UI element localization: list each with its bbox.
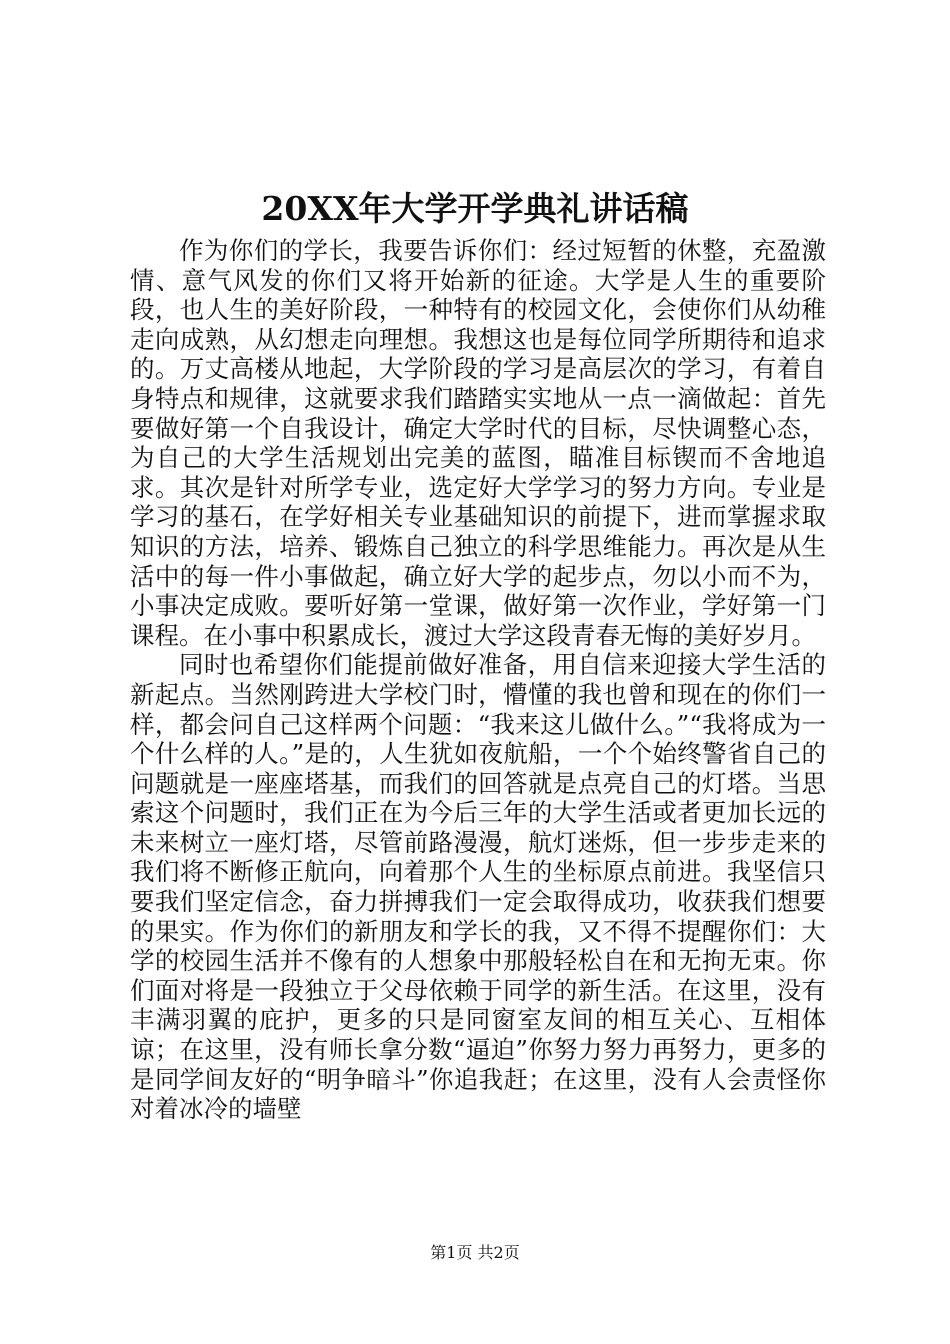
paragraph-2: 同时也希望你们能提前做好准备，用自信来迎接大学生活的新起点。当然刚跨进大学校门时，懵懂的我也曾和现在的你们一样，都会问自己这样两个问题：“我来这儿做什么。”“我将成为一个什么样的人。”是的，人生犹如夜航船，一个个始终警省自己的问题就是一座座塔基，而我们的回答就是点亮自己的灯塔。当思索这个问题时，我们正在为今后三年的大学生活或者更加长远的未来树立一座灯塔，尽管前路漫漫，航灯迷烁，但一步步走来的我们将不断修正航向，向着那个人生的坐标原点前进。我坚信只要我们坚定信念，奋力拼搏我们一定会取得成功，收获我们想要的果实。作为你们的新朋友和学长的我，又不得不提醒你们：大学的校园生活并不像有的人想象中那般轻松自在和无拘无束。你们面对将是一段独立于父母依赖于同学的新生活。在这里，没有丰满羽翼的庇护，更多的只是同窗室友间的相互关心、互相体谅；在这里，没有师长拿分数“逼迫”你努力努力再努力，更多的是同学间友好的“明争暗斗”你追我赶；在这里，没有人会责怪你对着冰冷的墙壁: [130, 650, 826, 1124]
paragraph-1: 作为你们的学长，我要告诉你们：经过短暂的休整，充盈激情、意气风发的你们又将开始新的征途。大学是人生的重要阶段，也人生的美好阶段，一种特有的校园文化，会使你们从幼稚走向成熟，从幻想走向理想。我想这也是每位同学所期待和追求的。万丈高楼从地起，大学阶段的学习是高层次的学习，有着自身特点和规律，这就要求我们踏踏实实地从一点一滴做起：首先要做好第一个自我设计，确定大学时代的目标，尽快调整心态，为自己的大学生活规划出完美的蓝图，瞄准目标锲而不舍地追求。其次是针对所学专业，选定好大学学习的努力方向。专业是学习的基石，在学好相关专业基础知识的前提下，进而掌握求取知识的方法，培养、锻炼自己独立的科学思维能力。再次是从生活中的每一件小事做起，确立好大学的起步点，勿以小而不为，小事决定成败。要听好第一堂课，做好第一次作业，学好第一门课程。在小事中积累成长，渡过大学这段青春无悔的美好岁月。: [130, 236, 826, 650]
document-body: [130, 236, 826, 1124]
document-title: 20XX年大学开学典礼讲话稿: [261, 189, 689, 228]
page-footer: 第1页 共2页: [430, 1243, 520, 1262]
